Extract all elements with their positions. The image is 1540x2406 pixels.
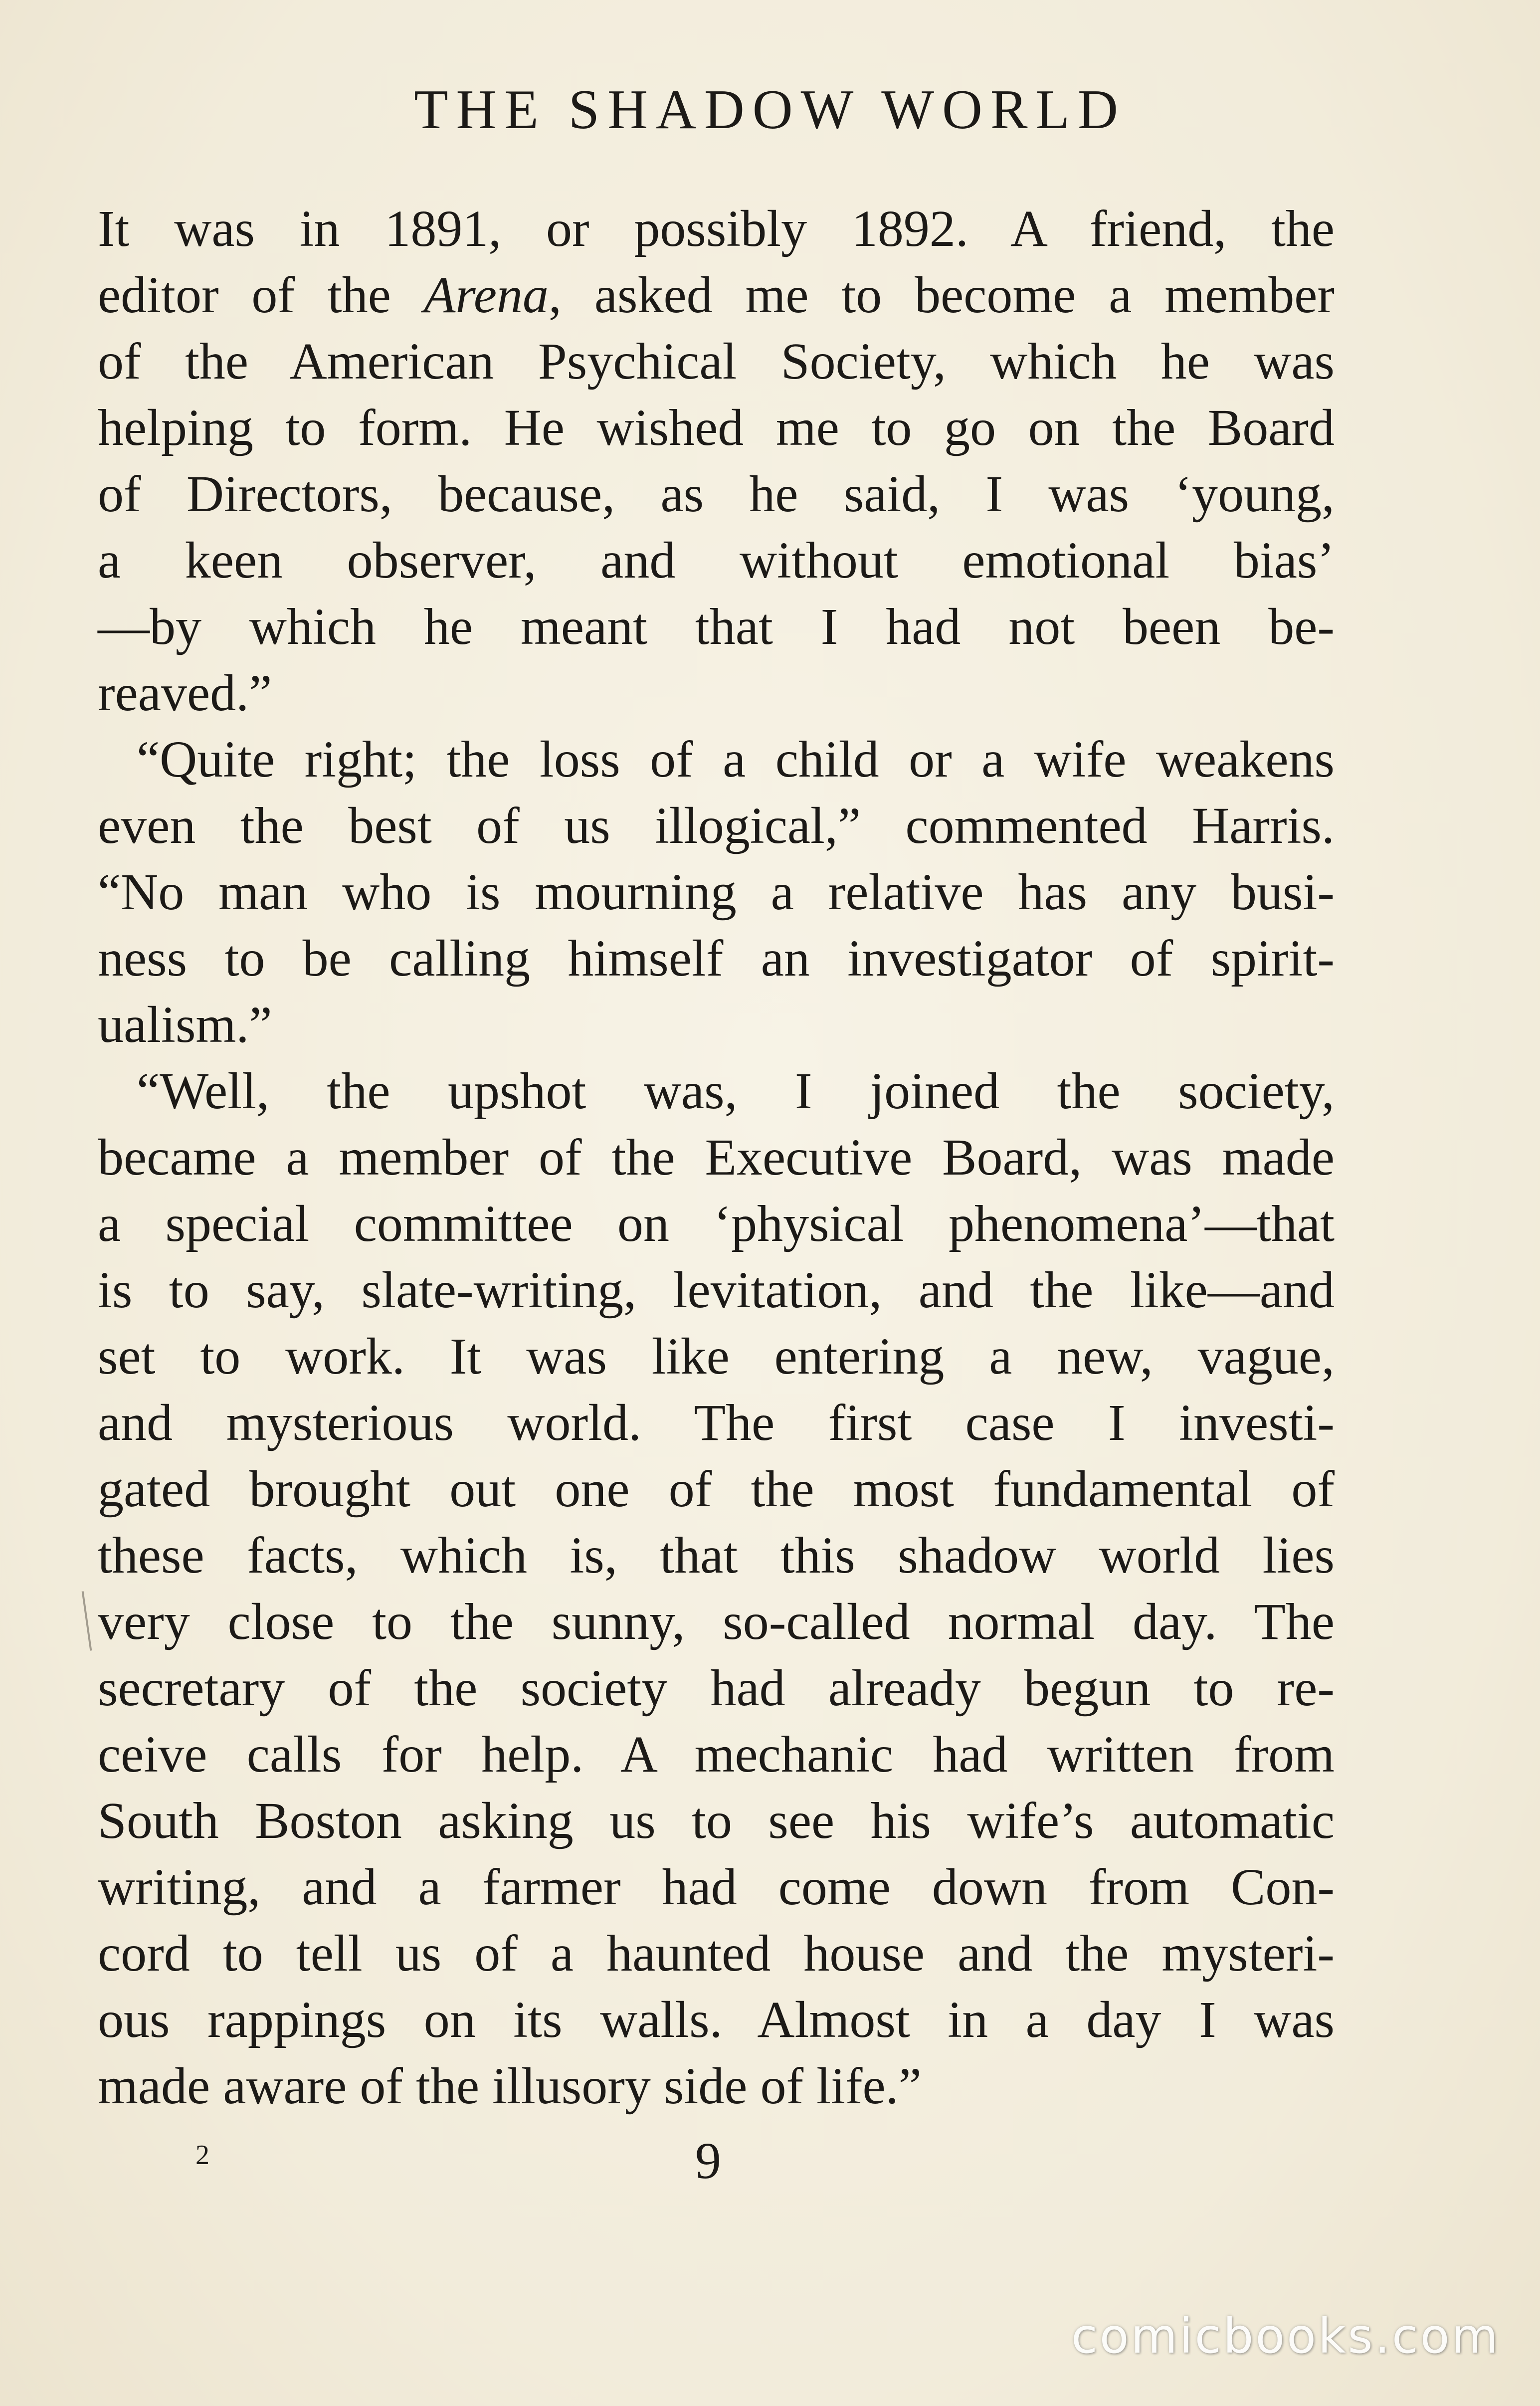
running-head: THE SHADOW WORLD [414,79,1126,141]
text-line: —by which he meant that I had not been be- [98,598,1335,655]
text-line: a special committee on ‘physical phenomena’—that [98,1195,1335,1252]
margin-pencil-mark [82,1591,92,1650]
text-line: South Boston asking us to see his wife’s automatic [98,1792,1335,1849]
text-line: “Well, the upshot was, I joined the society, [137,1062,1335,1120]
body-text [98,196,1335,2119]
signature-mark: 2 [195,2140,209,2171]
text-run: , asked me to become a member [549,266,1335,324]
text-line: “Quite right; the loss of a child or a wife weakens [137,731,1335,788]
text-line [98,262,1335,328]
text-line: even the best of us illogical,” commented Harris. [98,797,1335,854]
periodical-title: Arena [423,266,549,324]
text-line: gated brought out one of the most fundamental of [98,1460,1335,1518]
source-watermark: comicbooks.com [1071,2308,1500,2364]
text-line: ous rappings on its walls. Almost in a day I was [98,1991,1335,2048]
text-line: writing, and a farmer had come down from Con- [98,1858,1335,1916]
text-line: It was in 1891, or possibly 1892. A friend, the [98,200,1335,257]
text-line: became a member of the Executive Board, was made [98,1129,1335,1186]
text-line: secretary of the society had already begun to re- [98,1659,1335,1717]
text-line: of Directors, because, as he said, I was ‘young, [98,465,1335,523]
text-line: “No man who is mourning a relative has any busi- [98,863,1335,921]
text-line: is to say, slate-writing, levitation, and the like—and [98,1261,1335,1319]
text-line: reaved.” [98,664,272,722]
text-line: helping to form. He wished me to go on the Board [98,399,1335,456]
text-line: and mysterious world. The first case I investi- [98,1394,1335,1451]
page-number: 9 [695,2132,721,2190]
text-line: of the American Psychical Society, which he was [98,333,1335,390]
text-line: a keen observer, and without emotional bias’ [98,532,1335,589]
text-run: editor of the [98,266,424,324]
text-line: these facts, which is, that this shadow world lies [98,1527,1335,1584]
text-line: very close to the sunny, so-called normal day. The [98,1593,1335,1650]
text-line: ness to be calling himself an investigator of spirit- [98,930,1335,987]
text-line: made aware of the illusory side of life.” [98,2057,922,2115]
text-line: set to work. It was like entering a new, vague, [98,1328,1335,1385]
text-line: ualism.” [98,996,272,1053]
text-line: cord to tell us of a haunted house and the mysteri- [98,1925,1335,1982]
text-line: ceive calls for help. A mechanic had written from [98,1726,1335,1783]
